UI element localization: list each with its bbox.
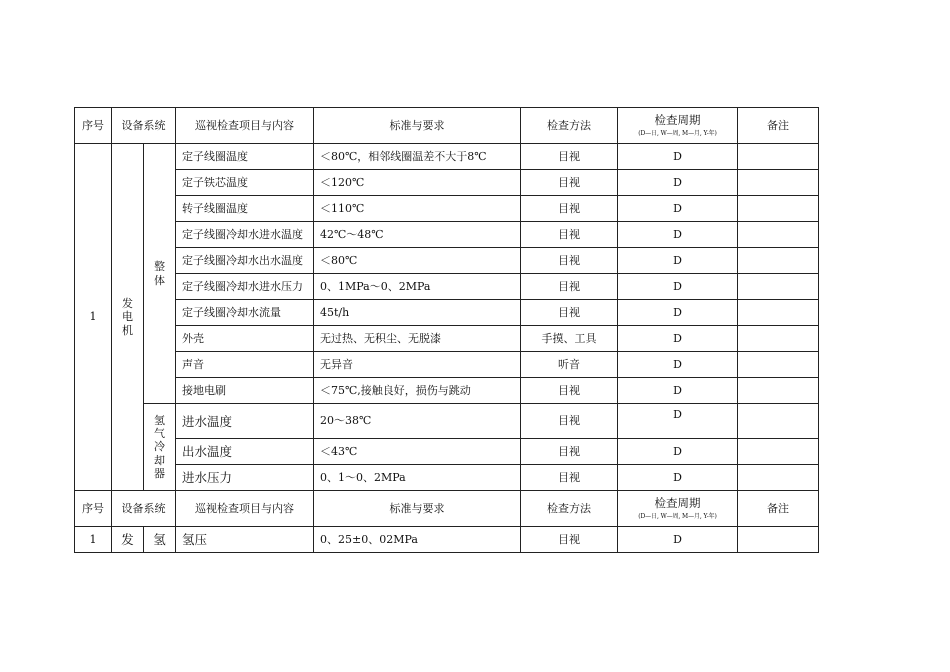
- table-row: [75, 170, 819, 196]
- row-cycle: D: [618, 352, 738, 378]
- header-system: 设备系统: [112, 491, 176, 527]
- row-standard: 42℃～48℃: [314, 222, 521, 248]
- row-cycle: D: [618, 222, 738, 248]
- row-remark: [738, 274, 819, 300]
- row-cycle: D: [618, 248, 738, 274]
- header-standard: 标准与要求: [314, 491, 521, 527]
- row-method: 目视: [521, 196, 618, 222]
- group2-seq: 1: [75, 527, 112, 553]
- row-remark: [738, 439, 819, 465]
- row-item: 定子线圈冷却水进水温度: [176, 222, 314, 248]
- row-item: 声音: [176, 352, 314, 378]
- row-standard: 0、1MPa～0、2MPa: [314, 274, 521, 300]
- row-item: 进水温度: [176, 404, 314, 439]
- inspection-table: [74, 107, 819, 553]
- row-cycle: D: [618, 326, 738, 352]
- row-standard: ＜80℃，相邻线圈温差不大于8℃: [314, 144, 521, 170]
- row-method: 手摸、工具: [521, 326, 618, 352]
- row-method: 目视: [521, 222, 618, 248]
- row-item: 定子铁芯温度: [176, 170, 314, 196]
- row-cycle: D: [618, 170, 738, 196]
- table-row: [75, 326, 819, 352]
- header-method: 检查方法: [521, 491, 618, 527]
- group-system: 发 电 机: [112, 144, 144, 491]
- row-method: 目视: [521, 170, 618, 196]
- row-item: 出水温度: [176, 439, 314, 465]
- row-method: 目视: [521, 378, 618, 404]
- header-remark: 备注: [738, 108, 819, 144]
- header-cycle: [618, 108, 738, 144]
- row-item: 外壳: [176, 326, 314, 352]
- row-item: 定子线圈冷却水进水压力: [176, 274, 314, 300]
- header-item: 巡视检查项目与内容: [176, 108, 314, 144]
- table-row: [75, 404, 819, 439]
- row-remark: [738, 144, 819, 170]
- row-item: 进水压力: [176, 465, 314, 491]
- table-header-row-repeat: [75, 491, 819, 527]
- row-remark: [738, 465, 819, 491]
- table-row: [75, 465, 819, 491]
- header-remark: 备注: [738, 491, 819, 527]
- header-cycle-note: (D—日, W—周, M—月, Y-年): [638, 513, 717, 521]
- row-method: 目视: [521, 274, 618, 300]
- table-row: [75, 352, 819, 378]
- group2-sub: 氢: [144, 527, 176, 553]
- group-sub-overall: 整 体: [144, 144, 176, 404]
- header-standard: 标准与要求: [314, 108, 521, 144]
- row-cycle: D: [618, 274, 738, 300]
- row-method: 目视: [521, 527, 618, 553]
- row-remark: [738, 527, 819, 553]
- row-item: 定子线圈冷却水流量: [176, 300, 314, 326]
- row-remark: [738, 404, 819, 439]
- table-row: [75, 248, 819, 274]
- table-row: [75, 300, 819, 326]
- row-remark: [738, 378, 819, 404]
- row-method: 目视: [521, 439, 618, 465]
- header-seq: 序号: [75, 108, 112, 144]
- row-standard: ＜43℃: [314, 439, 521, 465]
- group-sub-cooler: 氢 气 冷 却 器: [144, 404, 176, 491]
- row-remark: [738, 196, 819, 222]
- header-cycle-label: 检查周期: [654, 495, 701, 510]
- header-item: 巡视检查项目与内容: [176, 491, 314, 527]
- row-remark: [738, 326, 819, 352]
- row-item: 接地电刷: [176, 378, 314, 404]
- row-method: 目视: [521, 248, 618, 274]
- row-standard: 无异音: [314, 352, 521, 378]
- row-cycle: D: [618, 196, 738, 222]
- table-row: [75, 196, 819, 222]
- group-seq: 1: [75, 144, 112, 491]
- row-item: 定子线圈冷却水出水温度: [176, 248, 314, 274]
- table-header-row: [75, 108, 819, 144]
- row-remark: [738, 170, 819, 196]
- row-cycle: D: [618, 378, 738, 404]
- row-method: 听音: [521, 352, 618, 378]
- header-cycle: [618, 491, 738, 527]
- row-item: 氢压: [176, 527, 314, 553]
- table-row: [75, 439, 819, 465]
- row-standard: 45t/h: [314, 300, 521, 326]
- row-remark: [738, 222, 819, 248]
- row-item: 转子线圈温度: [176, 196, 314, 222]
- table-row: [75, 378, 819, 404]
- table-row: [75, 144, 819, 170]
- table-row: [75, 527, 819, 553]
- row-standard: ＜80℃: [314, 248, 521, 274]
- row-standard: 0、1～0、2MPa: [314, 465, 521, 491]
- row-method: 目视: [521, 465, 618, 491]
- row-method: 目视: [521, 144, 618, 170]
- row-cycle: D: [618, 439, 738, 465]
- row-cycle: D: [618, 465, 738, 491]
- header-seq: 序号: [75, 491, 112, 527]
- row-item: 定子线圈温度: [176, 144, 314, 170]
- row-standard: ＜75℃,接触良好，损伤与跳动: [314, 378, 521, 404]
- row-cycle: D: [618, 527, 738, 553]
- row-standard: ＜120℃: [314, 170, 521, 196]
- row-method: 目视: [521, 300, 618, 326]
- row-remark: [738, 248, 819, 274]
- row-cycle: D: [618, 144, 738, 170]
- header-method: 检查方法: [521, 108, 618, 144]
- row-standard: ＜110℃: [314, 196, 521, 222]
- row-cycle: D: [618, 404, 738, 439]
- table-row: [75, 222, 819, 248]
- row-remark: [738, 300, 819, 326]
- row-method: 目视: [521, 404, 618, 439]
- table-row: [75, 274, 819, 300]
- row-standard: 20～38℃: [314, 404, 521, 439]
- row-standard: 无过热、无积尘、无脱漆: [314, 326, 521, 352]
- header-cycle-note: (D—日, W—周, M—月, Y-年): [638, 130, 717, 138]
- header-cycle-label: 检查周期: [654, 112, 701, 127]
- header-system: 设备系统: [112, 108, 176, 144]
- row-standard: 0、25±0、02MPa: [314, 527, 521, 553]
- row-remark: [738, 352, 819, 378]
- group2-system: 发: [112, 527, 144, 553]
- row-cycle: D: [618, 300, 738, 326]
